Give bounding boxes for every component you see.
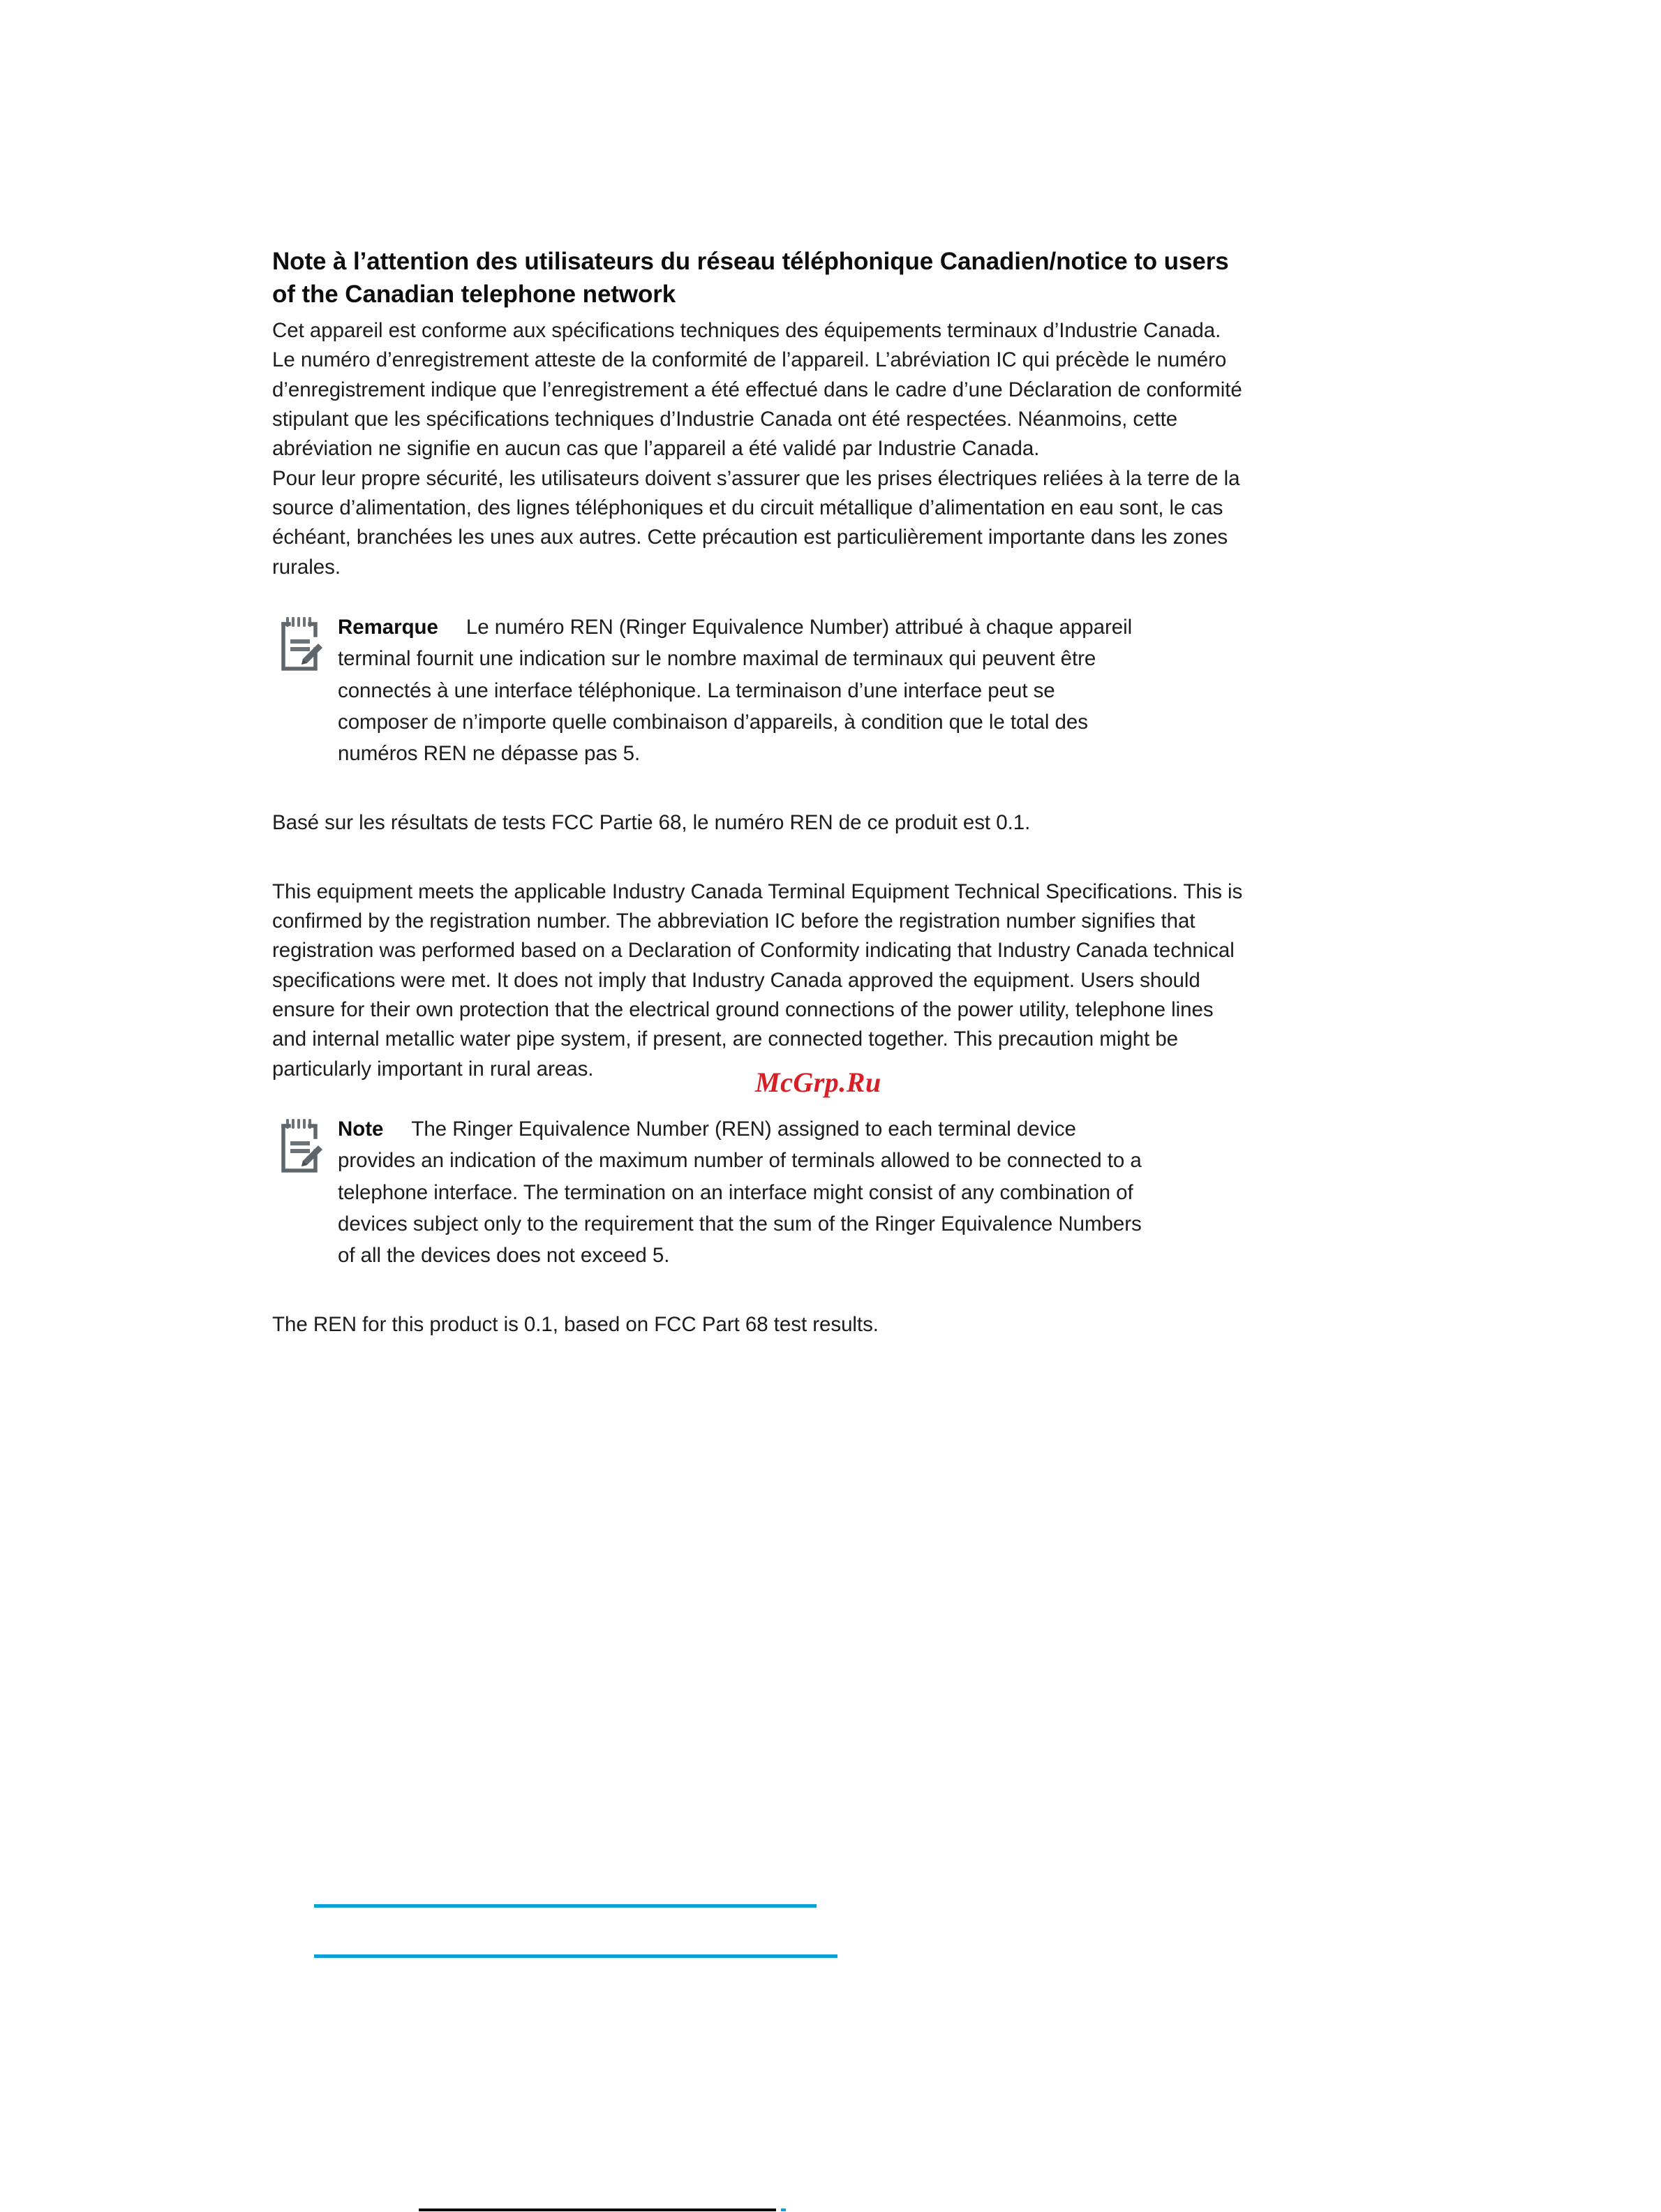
note-body-english bbox=[338, 1113, 1147, 1271]
spacer bbox=[272, 1271, 1249, 1310]
french-ren-statement: Basé sur les résultats de tests FCC Partie 68, le numéro REN de ce produit est 0.1. bbox=[272, 811, 1031, 835]
spacer bbox=[272, 838, 1249, 877]
note-body-french bbox=[338, 611, 1147, 769]
page-title: Note à l’attention des utilisateurs du réseau téléphonique Canadien/notice to users of the Canadian telephone network bbox=[272, 248, 1229, 308]
english-ren-statement: The REN for this product is 0.1, based on FCC Part 68 test results. bbox=[272, 1313, 879, 1337]
english-paragraph-1: This equipment meets the applicable Industry Canada Terminal Equipment Technical Specifications. This is confirmed by the registration number. The abbreviation IC before the registration number signifies that registration was performed based on a Declaration of Conformity indicating that Industry Canada technical specifications were met. It does not imply that Industry Canada approved the equipment. Users should ensure for their own protection that the electrical ground connections of the power utility, telephone lines and internal metallic water pipe system, if present, are connected together. This precaution might be particularly important in rural areas. bbox=[272, 879, 1243, 1081]
french-paragraph-2: Pour leur propre sécurité, les utilisateurs doivent s’assurer que les prises électriques reliées à la terre de la source d’alimentation, des lignes téléphoniques et du circuit métallique d’alimentation en eau sont, le cas échéant, branchées les unes aux autres. Cette précaution est particulièrement importante dans les zones rurales. bbox=[272, 466, 1240, 579]
note-label-english: Note bbox=[338, 1118, 384, 1141]
footer-accent-mark bbox=[781, 2209, 786, 2211]
spacer bbox=[272, 769, 1249, 808]
footer-black-rule bbox=[419, 2209, 776, 2211]
note-callout-french bbox=[272, 611, 1249, 769]
note-text-french: Le numéro REN (Ringer Equivalence Number) attribué à chaque appareil terminal fournit une indication sur le nombre maximal de terminaux qui peuvent être connectés à une interface téléphonique. La terminaison d’une interface peut se composer de n’importe quelle combinaison d’appareils, à condition que le total des numéros REN ne dépasse pas 5. bbox=[338, 616, 1133, 766]
blue-rule-lower bbox=[314, 1954, 837, 1958]
blue-rule-upper bbox=[314, 1904, 817, 1908]
watermark: McGrp.Ru bbox=[755, 1067, 881, 1098]
note-callout-english bbox=[272, 1113, 1249, 1271]
spacer bbox=[272, 582, 1249, 611]
french-paragraph-1: Cet appareil est conforme aux spécifications techniques des équipements terminaux d’Industrie Canada. Le numéro d’enregistrement atteste de la conformité de l’appareil. L’abréviation IC qui précède le numéro d’enregistrement indique que l’enregistrement a été effectué dans le cadre d’une Déclaration de conformité stipulant que les spécifications techniques d’Industrie Canada ont été respectées. Néanmoins, cette abréviation ne signifie en aucun cas que l’appareil a été validé par Industrie Canada. bbox=[272, 319, 1242, 461]
note-text-english: The Ringer Equivalence Number (REN) assigned to each terminal device provides an indication of the maximum number of terminals allowed to be connected to a telephone interface. The termination on an interface might consist of any combination of devices subject only to the requirement that the sum of the Ringer Equivalence Numbers of all the devices does not exceed 5. bbox=[338, 1118, 1142, 1268]
notepad-pencil-icon bbox=[272, 616, 322, 673]
spacer bbox=[272, 1084, 1249, 1113]
notepad-pencil-icon bbox=[272, 1118, 322, 1175]
document-content bbox=[272, 246, 1249, 1340]
note-label-french: Remarque bbox=[338, 616, 438, 639]
